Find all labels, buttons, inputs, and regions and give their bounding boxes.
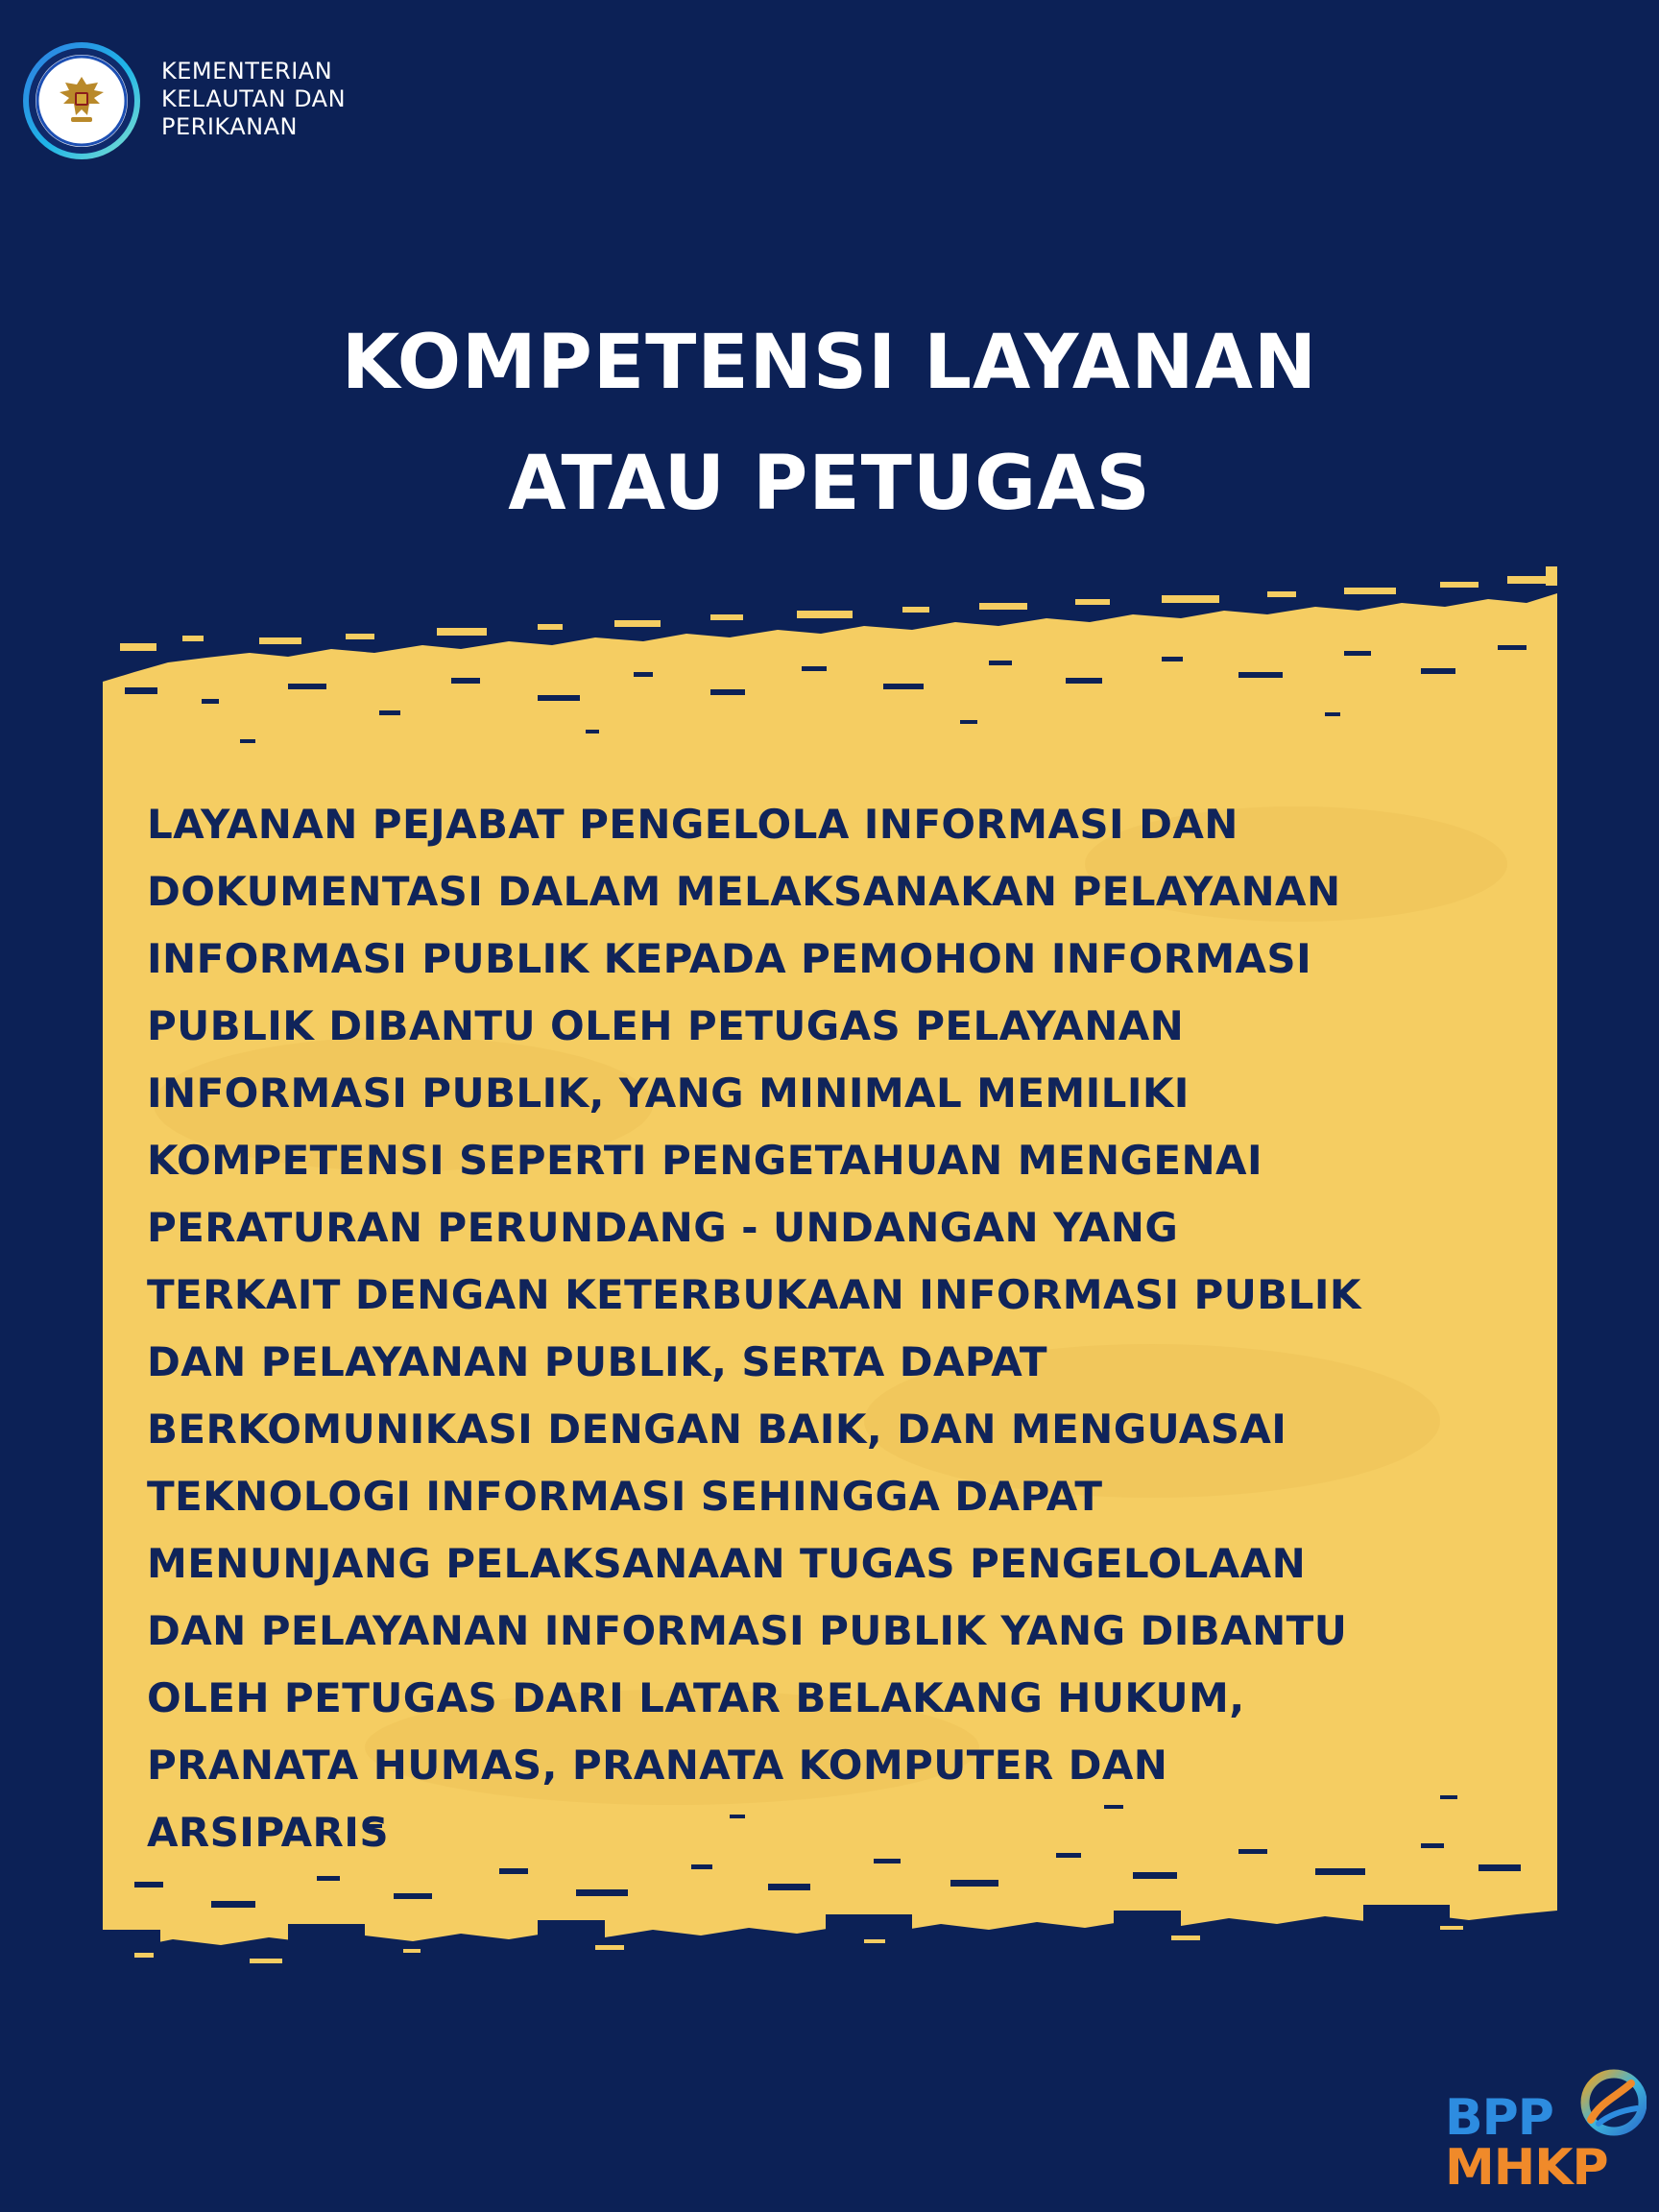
competency-description <box>147 791 1529 1866</box>
description-line: DOKUMENTASI DALAM MELAKSANAKAN PELAYANAN <box>147 868 1341 915</box>
description-line: ARSIPARIS <box>147 1809 389 1856</box>
ministry-name-line: PERIKANAN <box>161 113 298 140</box>
description-line: BERKOMUNIKASI DENGAN BAIK, DAN MENGUASAI <box>147 1406 1287 1453</box>
brand-text-bottom: MHKP <box>1445 2139 1608 2197</box>
description-line: KOMPETENSI SEPERTI PENGETAHUAN MENGENAI <box>147 1137 1262 1184</box>
description-line: PERATURAN PERUNDANG - UNDANGAN YANG <box>147 1204 1179 1251</box>
description-line: TERKAIT DENGAN KETERBUKAAN INFORMASI PUBLIK <box>147 1271 1361 1318</box>
ministry-name-line: KELAUTAN DAN <box>161 85 347 112</box>
description-line: TEKNOLOGI INFORMASI SEHINGGA DAPAT <box>147 1473 1103 1520</box>
bpp-wave-mark-icon <box>1577 2064 1647 2141</box>
description-line: INFORMASI PUBLIK, YANG MINIMAL MEMILIKI <box>147 1070 1190 1117</box>
description-line: PUBLIK DIBANTU OLEH PETUGAS PELAYANAN <box>147 1002 1185 1049</box>
brand-text-top: BPP <box>1445 2089 1553 2147</box>
description-line: DAN PELAYANAN INFORMASI PUBLIK YANG DIBANTU <box>147 1607 1348 1654</box>
description-line: DAN PELAYANAN PUBLIK, SERTA DAPAT <box>147 1338 1047 1385</box>
page-title-line: KOMPETENSI LAYANAN <box>341 320 1318 406</box>
page-title-line: ATAU PETUGAS <box>508 441 1151 527</box>
bpp-mhkp-logo <box>1445 2064 1647 2199</box>
description-line: OLEH PETUGAS DARI LATAR BELAKANG HUKUM, <box>147 1674 1245 1721</box>
description-line: LAYANAN PEJABAT PENGELOLA INFORMASI DAN <box>147 801 1238 848</box>
description-line: INFORMASI PUBLIK KEPADA PEMOHON INFORMASI <box>147 935 1312 982</box>
description-line: MENUNJANG PELAKSANAAN TUGAS PENGELOLAAN <box>147 1540 1307 1587</box>
ministry-name-line: KEMENTERIAN <box>161 58 333 84</box>
description-line: PRANATA HUMAS, PRANATA KOMPUTER DAN <box>147 1742 1168 1789</box>
